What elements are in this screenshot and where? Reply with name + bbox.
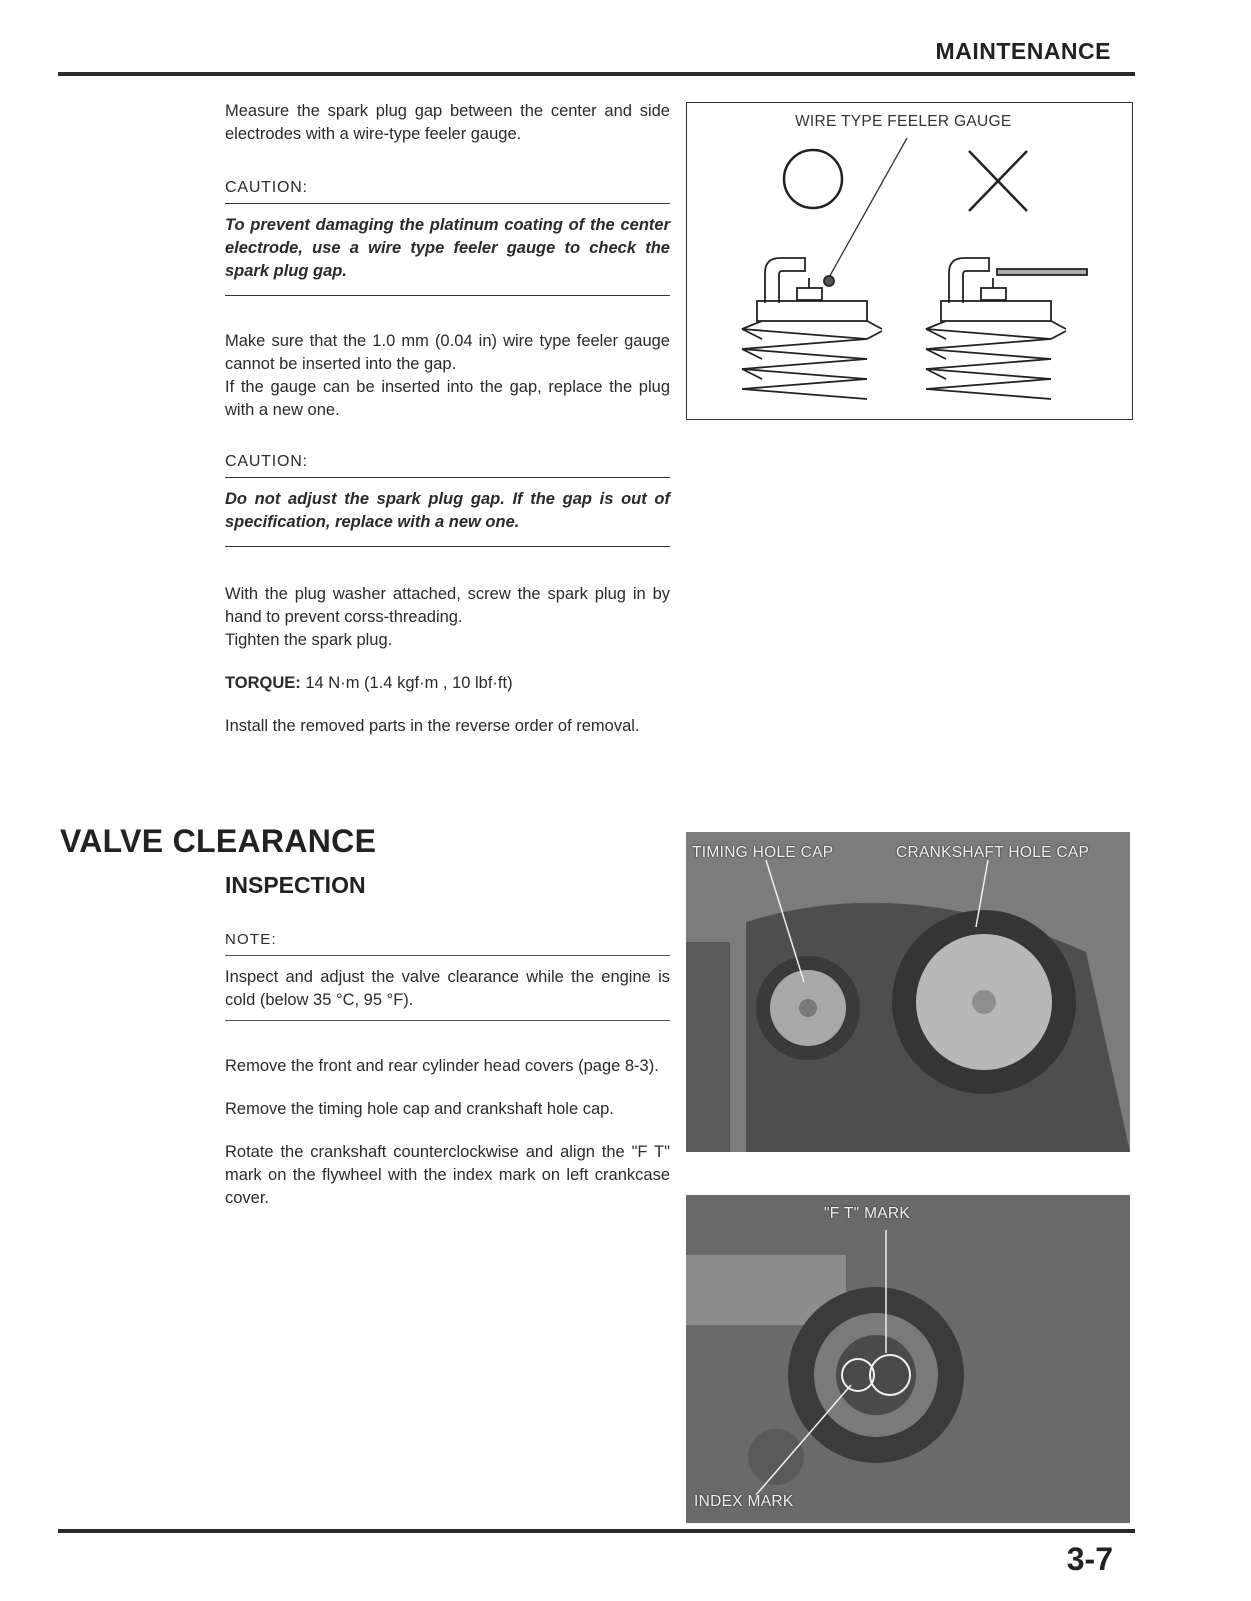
ft-mark-label: "F T" MARK — [824, 1205, 911, 1222]
para-tighten: Tighten the spark plug. — [225, 631, 393, 649]
correct-circle-icon — [784, 150, 842, 208]
para-install: Install the removed parts in the reverse order of removal. — [225, 717, 640, 735]
flywheel-image — [686, 1195, 1130, 1523]
index-mark-label: INDEX MARK — [694, 1493, 794, 1510]
spark-plug-diagram — [687, 103, 1132, 419]
caution-label: CAUTION: — [225, 176, 670, 204]
torque-value: 14 N·m (1.4 kgf·m , 10 lbf·ft) — [305, 674, 513, 692]
note-text: Inspect and adjust the valve clearance while the engine is cold (below 35 °C, 95 °F). — [225, 956, 670, 1021]
valve-text — [225, 928, 670, 1210]
para-rotate: Rotate the crankshaft counterclockwise and align the "F T" mark on the flywheel with the index mark on left crankcase cover. — [225, 1143, 670, 1207]
timing-hole-photo — [686, 832, 1130, 1152]
feeler-gauge-label: WIRE TYPE FEELER GAUGE — [795, 113, 1012, 130]
torque-label: TORQUE: — [225, 674, 301, 692]
spark-plug-right-icon — [926, 258, 1087, 399]
note-label: NOTE: — [225, 928, 670, 956]
para-if-gauge: If the gauge can be inserted into the gap, replace the plug with a new one. — [225, 378, 670, 419]
caution-text: To prevent damaging the platinum coating of the center electrode, use a wire type feeler gauge to check the spark plug gap. — [225, 204, 670, 296]
para-remove-covers: Remove the front and rear cylinder head covers (page 8-3). — [225, 1057, 659, 1075]
torque-spec — [225, 672, 670, 695]
spark-plug-text — [225, 100, 670, 738]
caution-text: Do not adjust the spark plug gap. If the gap is out of specification, replace with a new one. — [225, 478, 670, 547]
para-make-sure: Make sure that the 1.0 mm (0.04 in) wire type feeler gauge cannot be inserted into the gap. — [225, 332, 670, 373]
feeler-gauge-figure — [686, 102, 1133, 420]
para-washer: With the plug washer attached, screw the spark plug in by hand to prevent corss-threading. — [225, 585, 670, 626]
ft-mark-photo — [686, 1195, 1130, 1523]
caution-label: CAUTION: — [225, 450, 670, 478]
para-remove-caps: Remove the timing hole cap and crankshaft hole cap. — [225, 1100, 614, 1118]
engine-cover-image — [686, 832, 1130, 1152]
wrong-x-icon — [969, 151, 1027, 211]
section-header: MAINTENANCE — [935, 38, 1111, 64]
para-measure: Measure the spark plug gap between the center and side electrodes with a wire-type feeler gauge. — [225, 102, 670, 143]
page-number: 3-7 — [1066, 1541, 1113, 1577]
footer-rule — [58, 1529, 1135, 1533]
timing-hole-cap-label: TIMING HOLE CAP — [692, 844, 834, 861]
crankshaft-hole-cap-label: CRANKSHAFT HOLE CAP — [896, 844, 1090, 861]
header-rule — [58, 72, 1135, 76]
subsection-title: INSPECTION — [225, 872, 366, 898]
section-title: VALVE CLEARANCE — [60, 823, 377, 859]
spark-plug-left-icon — [742, 258, 882, 399]
